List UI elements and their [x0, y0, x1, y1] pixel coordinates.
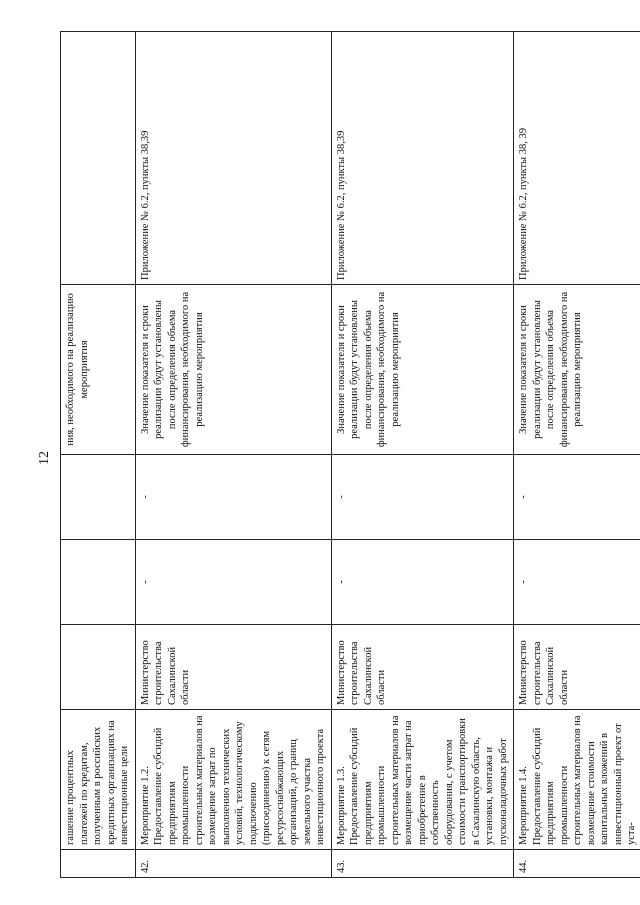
period-start-cell: -: [331, 540, 514, 625]
row-number: 43.: [331, 850, 514, 878]
event-cell: гашение процентных платежей по кредитам, полученным в российских кредитных организациях на инвестиционные цели: [61, 710, 136, 850]
row-number: 44.: [514, 850, 640, 878]
executor-cell: Министерство строительства Сахалинской области: [135, 625, 331, 710]
row-number: 42.: [135, 850, 331, 878]
period-start-cell: [61, 540, 136, 625]
table-row: [61, 32, 136, 878]
reference-cell: Приложение № 6.2, пункты 38,39: [135, 32, 331, 285]
table-row: [331, 32, 514, 878]
table-row: [135, 32, 331, 878]
executor-cell: Министерство строительства Сахалинской области: [514, 625, 640, 710]
event-cell: Мероприятие 1.4. Предоставление субсидий предприятиям промышленности строительных материалов на возмещение стоимости капитальных вложений в инвестиционный проект от уста-: [514, 710, 640, 850]
period-start-cell: -: [135, 540, 331, 625]
period-end-cell: -: [514, 455, 640, 540]
executor-cell: Министерство строительства Сахалинской области: [331, 625, 514, 710]
reference-cell: Приложение № 6.2, пункты 38,39: [331, 32, 514, 285]
period-start-cell: -: [514, 540, 640, 625]
reference-cell: Приложение № 6.2, пункты 38, 39: [514, 32, 640, 285]
reference-cell: [61, 32, 136, 285]
measures-table: [60, 31, 640, 878]
result-cell: Значение показателя и сроки реализации будут установлены после определения объема финансирования, необходимого на реализацию мероприятия: [331, 285, 514, 455]
period-end-cell: -: [135, 455, 331, 540]
result-cell: ния, необходимого на реализацию мероприятия: [61, 285, 136, 455]
executor-cell: [61, 625, 136, 710]
result-cell: Значение показателя и сроки реализации будут установлены после определения объема финансирования, необходимого на реализацию мероприятия: [514, 285, 640, 455]
row-number: [61, 850, 136, 878]
event-cell: Мероприятие 1.2. Предоставление субсидий предприятиям промышленности строительных материалов на возмещение затрат по выполнению технических условий, технологическому подключению (присоединению) к сетям ресурсоснабжающих организаций, до границ земельного участка инвестиционного проекта: [135, 710, 331, 850]
page-number: 12: [37, 451, 52, 465]
event-cell: Мероприятие 1.3. Предоставление субсидий предприятиям промышленности строительных материалов на возмещение части затрат на приобретение в собственность оборудования, с учетом стоимости транспортировки в Сахалинскую область, установки, монтажа и пусконаладочных работ: [331, 710, 514, 850]
table-row: [514, 32, 640, 878]
period-end-cell: [61, 455, 136, 540]
period-end-cell: -: [331, 455, 514, 540]
result-cell: Значение показателя и сроки реализации будут установлены после определения объема финансирования, необходимого на реализацию мероприятия: [135, 285, 331, 455]
